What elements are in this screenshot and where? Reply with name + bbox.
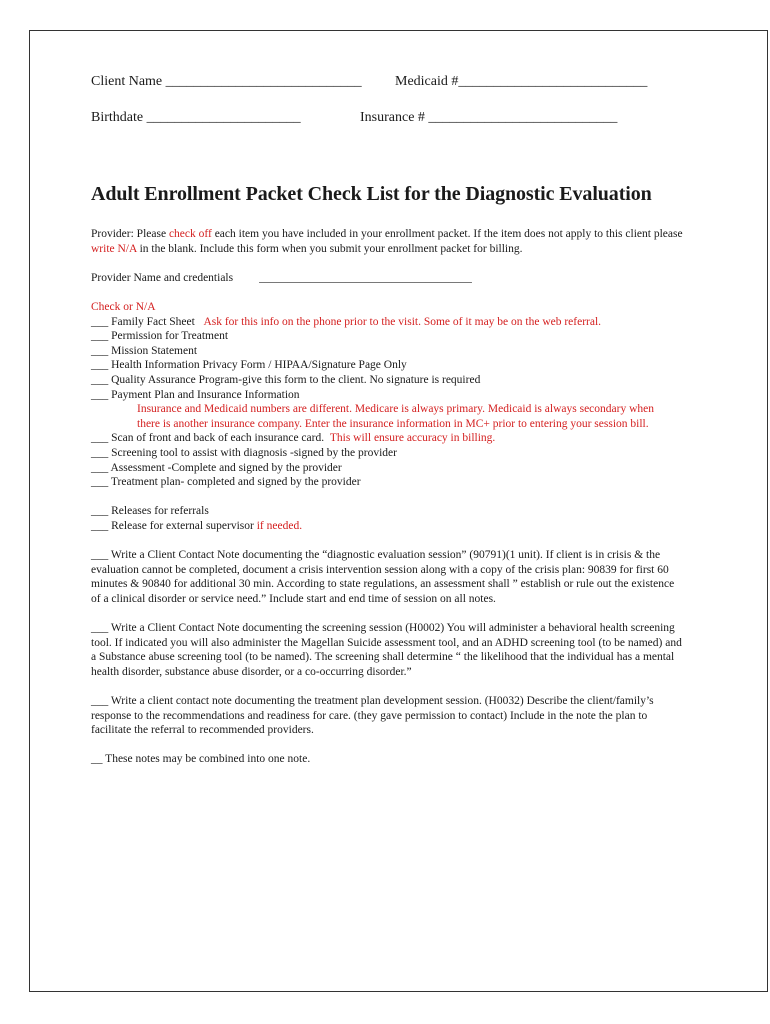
note-screening-session: ___ Write a Client Contact Note documenting the screening session (H0002) You will administer a behavioral health screening tool. If indicated you will also administer the Magellan Suicide assessment tool, and an ADHD screening tool (to be named) and a Substance abuse screening tool (to be named). The screening shall determine “ the likelihood that the individual has a mental health disorder, substance abuse disorder, or a co-occurring disorder.” — [91, 622, 682, 678]
client-name-field: Client Name ____________________________ — [91, 74, 362, 89]
checklist-item-qa: ___ Quality Assurance Program-give this form to the client. No signature is required — [91, 373, 481, 386]
checklist-item-release-ext — [91, 519, 683, 534]
checklist-item-permission: ___ Permission for Treatment — [91, 330, 229, 343]
intro-paragraph — [91, 227, 683, 256]
note-treatment-plan: ___ Write a client contact note documenting the treatment plan development session. (H0032) Describe the client/family’s response to the recommendations and readiness for care. (they gave permission to contact) Include in the note the plan to facilitate the referral to recommended providers. — [91, 695, 654, 737]
intro-check-off: check off — [168, 228, 212, 240]
checklist-item-assessment: ___ Assessment -Complete and signed by the provider — [91, 461, 342, 474]
checklist-item-releases: ___ Releases for referrals — [91, 505, 209, 518]
document-page — [29, 30, 768, 992]
medicaid-field: Medicaid #___________________________ — [395, 74, 648, 89]
check-heading: Check or N/A — [91, 300, 156, 313]
checklist-body — [91, 227, 683, 767]
item-note: if needed. — [256, 519, 303, 532]
checklist-item-treatment: ___ Treatment plan- completed and signed by the provider — [91, 476, 361, 489]
provider-name-label: Provider Name and credentials — [91, 271, 234, 284]
checklist-item-scan — [91, 431, 683, 446]
note-diagnostic-evaluation: ___ Write a Client Contact Note documenting the “diagnostic evaluation session” (90791)(1 unit). If client is in crisis & the evaluation cannot be completed, document a crisis intervention session along with a copy of the crisis plan: 90839 for first 60 minutes & 90840 for additional 30 min. According to state regulations, an assessment shall ” establish or rule out the existence of a clinical disorder or service need.” Include start and end time of session on all notes. — [91, 549, 675, 605]
provider-name-line — [91, 271, 683, 286]
intro-text: Provider: Please — [91, 228, 169, 240]
insurance-field: Insurance # ___________________________ — [360, 110, 618, 125]
item-note: Ask for this info on the phone prior to the visit. Some of it may be on the web referral. — [203, 315, 602, 328]
checklist-item-hipaa: ___ Health Information Privacy Form / HIPAA/Signature Page Only — [91, 359, 407, 372]
item-label: ___ Family Fact Sheet — [91, 315, 195, 328]
page-title: Adult Enrollment Packet Check List for the Diagnostic Evaluation — [91, 183, 652, 205]
checklist-item-screening: ___ Screening tool to assist with diagnosis -signed by the provider — [91, 446, 397, 459]
checklist-item-payment: ___ Payment Plan and Insurance Information — [91, 388, 300, 401]
intro-text-3: in the blank. Include this form when you submit your enrollment packet for billing. — [136, 242, 523, 255]
checklist-item-mission: ___ Mission Statement — [91, 344, 198, 357]
item-note: This will ensure accuracy in billing. — [329, 432, 496, 445]
birthdate-field: Birthdate ______________________ — [91, 110, 301, 125]
provider-name-blank: _____________________________________ — [259, 271, 472, 284]
payment-note: Insurance and Medicaid numbers are different. Medicare is always primary. Medicaid is always secondary when there is another insurance company. Enter the insurance information in MC+ prior to entering your session bill. — [137, 403, 654, 430]
intro-write-na: write N/A — [91, 242, 137, 255]
item-label: ___ Release for external supervisor — [91, 519, 257, 532]
checklist-item-family-fact — [91, 315, 683, 330]
note-combined: __ These notes may be combined into one note. — [91, 753, 311, 766]
item-label: ___ Scan of front and back of each insurance card. — [91, 432, 325, 445]
intro-text-2: each item you have included in your enrollment packet. If the item does not apply to this client please — [211, 228, 683, 240]
